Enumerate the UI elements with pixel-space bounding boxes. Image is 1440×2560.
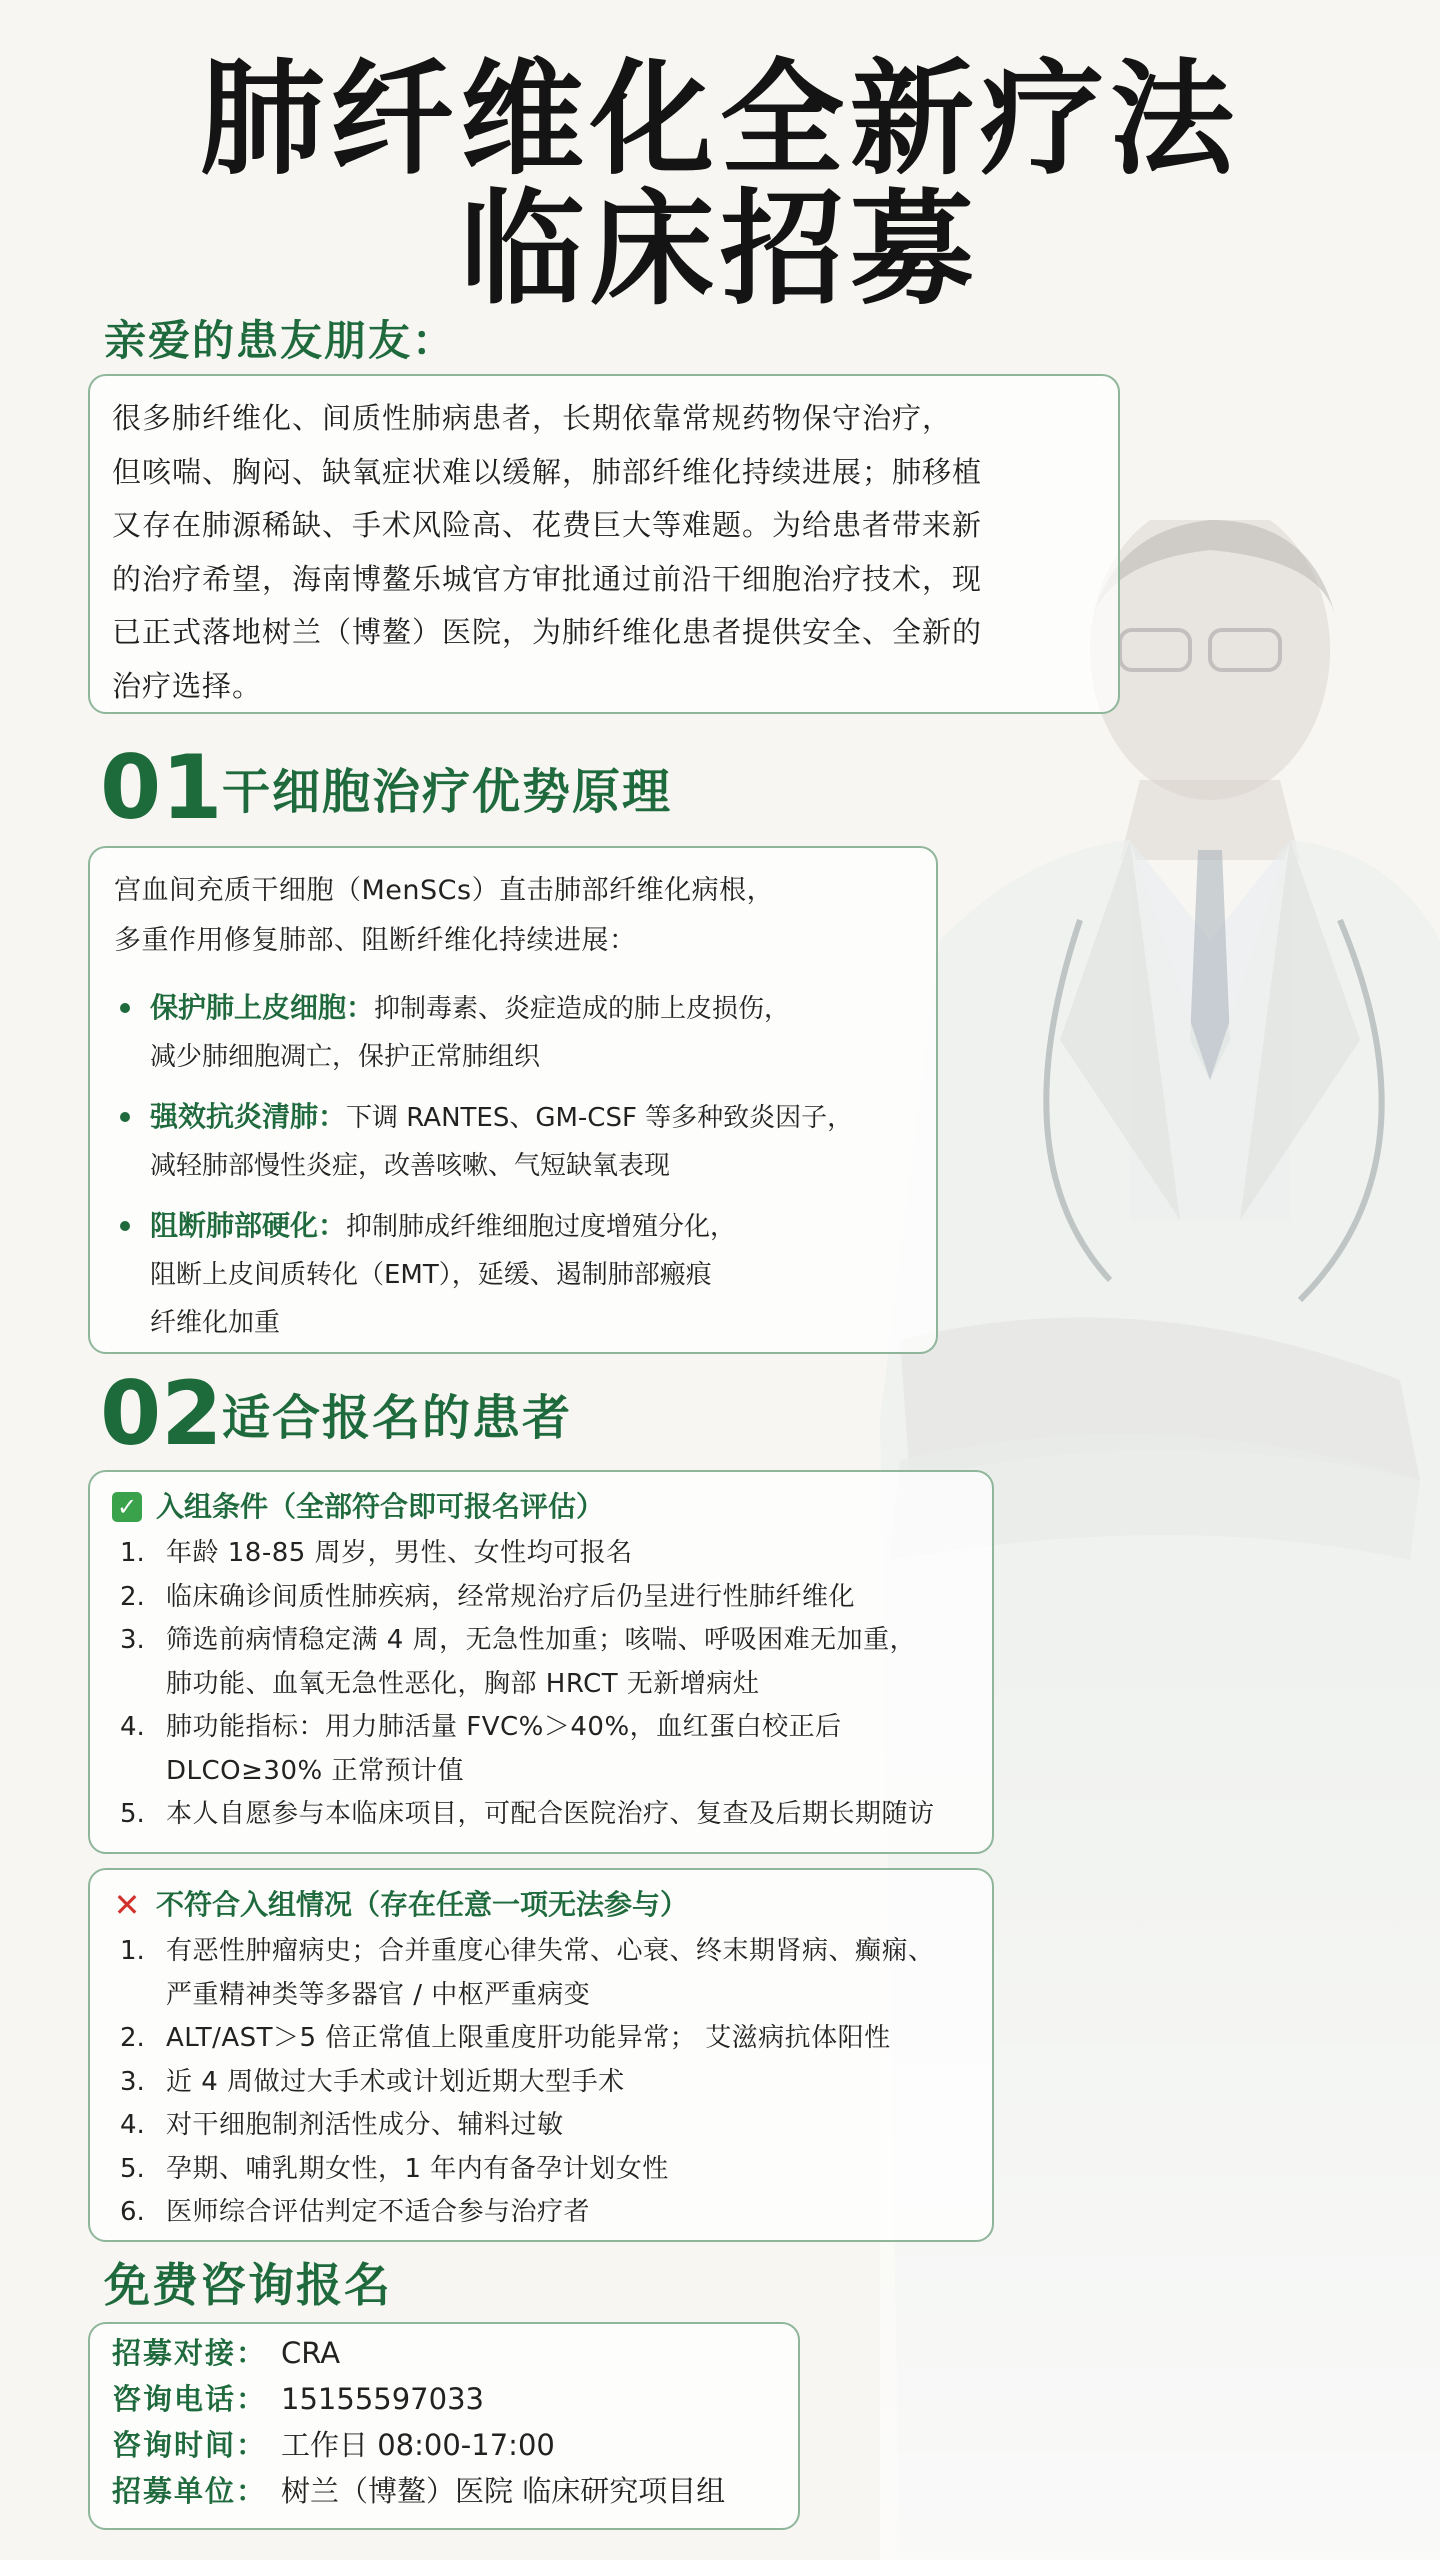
item-text: 筛选前病情稳定满 4 周，无急性加重；咳喘、呼吸困难无加重， [166, 1625, 917, 1655]
bullet-dot-icon [120, 1003, 130, 1013]
intro-line: 但咳喘、胸闷、缺氧症状难以缓解，肺部纤维化持续进展；肺移植 [112, 454, 983, 489]
principle-bullet [114, 1093, 912, 1190]
item-text: 本人自愿参与本临床项目，可配合医院治疗、复查及后期长期随访 [166, 1799, 935, 1829]
item-number: 2. [120, 1581, 145, 1612]
item-text: 年龄 18-85 周岁，男性、女性均可报名 [166, 1538, 633, 1568]
exclusion-item [112, 1930, 970, 2017]
intro-line: 很多肺纤维化、间质性肺病患者，长期依靠常规药物保守治疗， [112, 401, 953, 435]
contact-label: 咨询电话： [112, 2382, 268, 2416]
consult-title: 免费咨询报名 [104, 2258, 392, 2312]
item-text: 临床确诊间质性肺疾病，经常规治疗后仍呈进行性肺纤维化 [166, 1581, 856, 1612]
bullet-text: 下调 RANTES、GM-CSF 等多种致炎因子， [346, 1103, 854, 1133]
exclusion-item [112, 2191, 970, 2235]
principle-bullet [114, 1202, 912, 1347]
item-number: 4. [120, 1712, 145, 1742]
inclusion-item [112, 1619, 970, 1706]
item-text: 近 4 周做过大手术或计划近期大型手术 [166, 2066, 625, 2097]
exclusion-item [112, 2104, 970, 2148]
principle-bullet [114, 984, 912, 1081]
contact-row [112, 2468, 776, 2514]
contact-label: 招募对接： [112, 2336, 268, 2370]
intro-line: 治疗选择。 [112, 668, 263, 703]
inclusion-item [112, 1793, 970, 1837]
page-title-line-1: 肺纤维化全新疗法 [199, 48, 1240, 192]
intro-paragraph [112, 392, 1096, 713]
item-number: 1. [120, 1936, 145, 1966]
section-1-title: 干细胞治疗优势原理 [222, 764, 673, 820]
inclusion-item [112, 1706, 970, 1793]
item-number: 2. [120, 2023, 145, 2053]
bullet-heading: 强效抗炎清肺： [150, 1100, 347, 1133]
intro-line: 又存在肺源稀缺、手术风险高、花费巨大等难题。为给患者带来新 [112, 508, 983, 542]
item-number: 6. [120, 2197, 145, 2227]
intro-line: 的治疗希望，海南博鳌乐城官方审批通过前沿干细胞治疗技术，现 [112, 561, 983, 596]
principle-intro-line: 多重作用修复肺部、阻断纤维化持续进展： [114, 925, 637, 956]
bullet-dot-icon [120, 1112, 130, 1122]
item-text: 有恶性肿瘤病史；合并重度心律失常、心衰、终末期肾病、癫痫、 [166, 1936, 935, 1966]
section-2-title: 适合报名的患者 [222, 1390, 573, 1446]
item-text: ALT/AST＞5 倍正常值上限重度肝功能异常； 艾滋病抗体阳性 [166, 2023, 891, 2053]
contact-row [112, 2376, 776, 2422]
item-number: 3. [120, 1625, 145, 1655]
item-number: 5. [120, 1799, 145, 1829]
inclusion-item [112, 1576, 970, 1620]
contact-row [112, 2330, 776, 2376]
contact-value: CRA [281, 2336, 341, 2370]
section-1-number: 01 [100, 736, 223, 839]
section-2-number: 02 [100, 1362, 223, 1465]
contact-card [88, 2322, 800, 2530]
phone-number[interactable]: 15155597033 [281, 2382, 484, 2416]
item-text: DLCO≥30% 正常预计值 [166, 1755, 464, 1786]
exclusion-item [112, 2148, 970, 2192]
bullet-text: 阻断上皮间质转化（EMT），延缓、遏制肺部瘢痕 [150, 1260, 712, 1290]
principle-card [88, 846, 938, 1354]
exclusion-item [112, 2061, 970, 2105]
inclusion-card [88, 1470, 994, 1854]
item-text: 孕期、哺乳期女性，1 年内有备孕计划女性 [166, 2153, 669, 2184]
item-text: 严重精神类等多器官 / 中枢严重病变 [166, 1979, 591, 2010]
contact-value: 树兰（博鳌）医院 临床研究项目组 [281, 2474, 726, 2508]
bullet-text: 抑制肺成纤维细胞过度增殖分化， [346, 1212, 737, 1242]
inclusion-heading: 入组条件（全部符合即可报名评估） [156, 1490, 605, 1523]
principle-intro-line: 宫血间充质干细胞（MenSCs）直击肺部纤维化病根， [114, 875, 775, 906]
bullet-heading: 阻断肺部硬化： [150, 1209, 347, 1242]
item-text: 肺功能、血氧无急性恶化，胸部 HRCT 无新增病灶 [166, 1668, 760, 1699]
exclusion-item [112, 2017, 970, 2061]
check-icon: ✓ [112, 1492, 142, 1522]
contact-label: 招募单位： [112, 2474, 268, 2508]
item-number: 5. [120, 2153, 145, 2184]
item-number: 4. [120, 2110, 145, 2140]
bullet-text: 纤维化加重 [150, 1308, 281, 1338]
item-number: 3. [120, 2066, 145, 2097]
exclusion-card [88, 1868, 994, 2242]
intro-line: 已正式落地树兰（博鳌）医院，为肺纤维化患者提供安全、全新的 [112, 615, 983, 649]
contact-label: 咨询时间： [112, 2428, 268, 2462]
exclusion-heading-row [112, 1880, 970, 1930]
contact-row [112, 2422, 776, 2468]
item-text: 肺功能指标：用力肺活量 FVC%＞40%，血红蛋白校正后 [166, 1712, 842, 1742]
cross-icon: ✕ [113, 1886, 141, 1924]
intro-card [88, 374, 1120, 714]
inclusion-heading-row [112, 1482, 970, 1532]
bullet-dot-icon [120, 1221, 130, 1231]
inclusion-item [112, 1532, 970, 1576]
page-title-line-2: 临床招募 [459, 178, 980, 322]
item-text: 对干细胞制剂活性成分、辅料过敏 [166, 2110, 564, 2140]
contact-value: 工作日 08:00-17:00 [281, 2428, 555, 2462]
bullet-text: 减轻肺部慢性炎症，改善咳嗽、气短缺氧表现 [150, 1151, 671, 1181]
item-number: 1. [120, 1538, 145, 1568]
bullet-text: 抑制毒素、炎症造成的肺上皮损伤， [374, 994, 791, 1024]
greeting-heading: 亲爱的患友朋友： [104, 316, 457, 365]
exclusion-heading: 不符合入组情况（存在任意一项无法参与） [156, 1888, 689, 1921]
bullet-text: 减少肺细胞凋亡，保护正常肺组织 [150, 1042, 541, 1072]
bullet-heading: 保护肺上皮细胞： [150, 991, 375, 1024]
item-text: 医师综合评估判定不适合参与治疗者 [166, 2197, 591, 2227]
